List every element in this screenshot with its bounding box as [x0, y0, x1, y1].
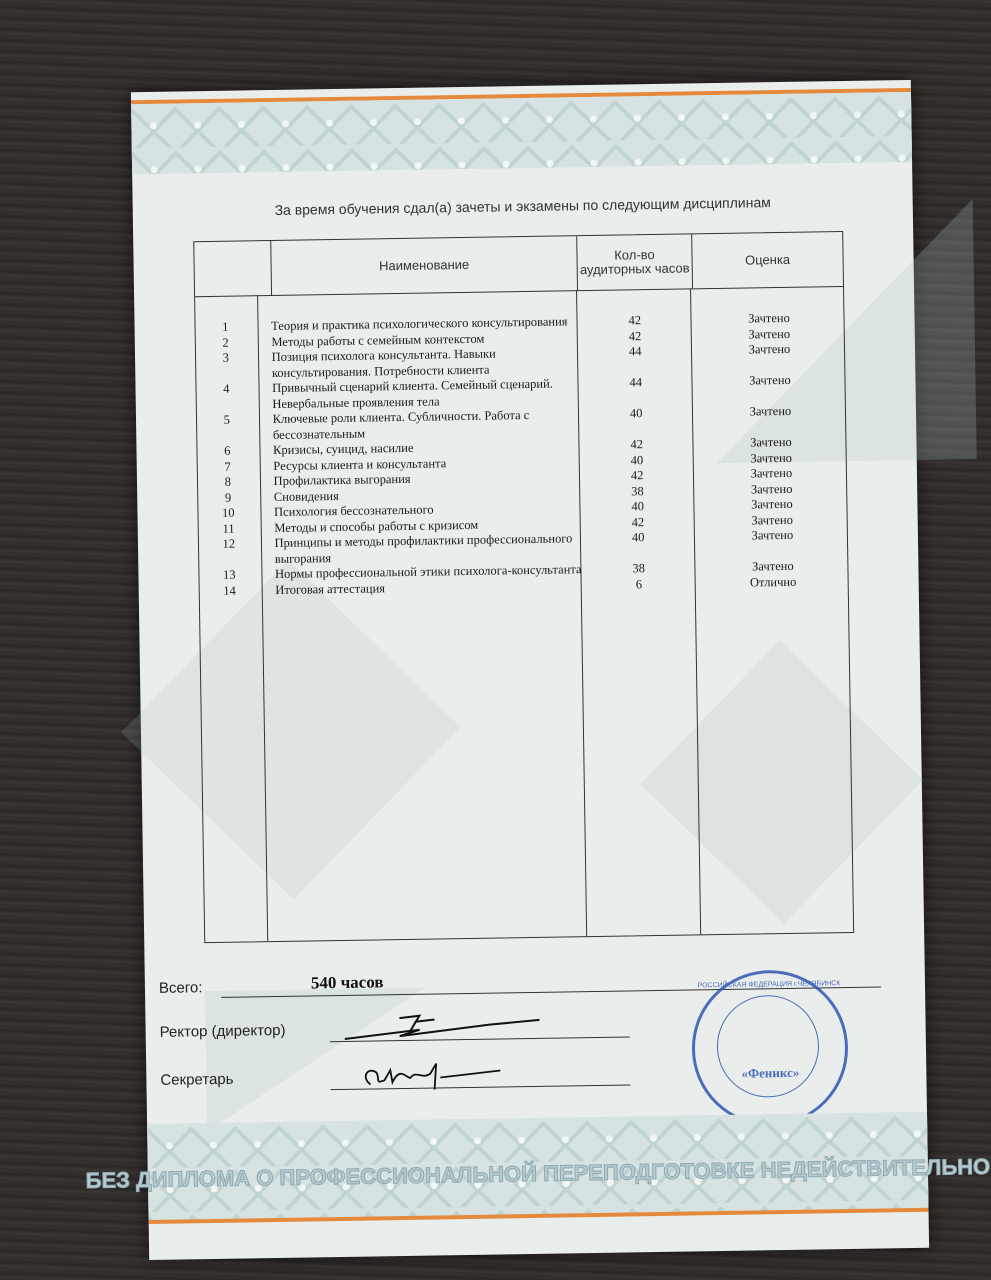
organization-stamp: РОССИЙСКАЯ ФЕДЕРАЦИЯ г.ЧЕЛЯБИНСК «Феникс»	[691, 969, 849, 1127]
table-row: 7 Ресурсы клиента и консультанта 40 Зачтено	[224, 450, 793, 474]
rector-signature	[339, 1006, 540, 1049]
table-header	[194, 232, 843, 297]
top-ornament-band	[131, 92, 912, 174]
table-row: 2 Методы работы с семейным контекстом 42 Зачтено	[222, 326, 791, 350]
page-heading: За время обучения сдал(а) зачеты и экзамены по следующим дисциплинам	[274, 194, 771, 218]
certificate-sheet	[85, 80, 991, 1260]
table-row: 10 Психология бессознательного 40 Зачтено	[221, 496, 793, 520]
total-value: 540 часов	[310, 972, 384, 993]
total-label: Всего:	[158, 979, 203, 997]
rector-label: Ректор (директор)	[159, 1021, 286, 1041]
table-row: 8 Профилактика выгорания 42 Зачтено	[224, 465, 793, 489]
table-row: 5 Ключевые роли клиента. Субличности. Работа с бессознательным 40 Зачтено	[223, 403, 792, 442]
table-row: 1 Теория и практика психологического консультирования 42 Зачтено	[222, 310, 790, 334]
secretary-signature	[340, 1055, 501, 1094]
table-row: 11 Методы и способы работы с кризисом 42 Зачтено	[222, 512, 794, 536]
table-row: 3 Позиция психолога консультанта. Навыки консультирования. Потребности клиента 44 Зачтено	[222, 341, 791, 380]
disciplines-table	[193, 231, 854, 943]
secretary-label: Секретарь	[160, 1070, 234, 1089]
table-row: 13 Нормы профессиональной этики психолога-консультанта 38 Зачтено	[222, 558, 794, 582]
table-body	[195, 310, 847, 599]
footer-banner: БЕЗ ДИПЛОМА О ПРОФЕССИОНАЛЬНОЙ ПЕРЕПОДГОТОВКЕ НЕДЕЙСТВИТЕЛЬНО	[85, 1153, 991, 1194]
table-row: 4 Привычный сценарий клиента. Семейный сценарий. Невербальные проявления тела 44 Зачтено	[223, 372, 791, 411]
header-grade: Оценка	[744, 251, 791, 268]
table-row: 12 Принципы и методы профилактики профессионального выгорания 40 Зачтено	[222, 527, 794, 566]
header-name: Наименование	[271, 236, 578, 295]
table-row: 9 Сновидения 38 Зачтено	[224, 481, 793, 505]
header-number	[194, 241, 272, 296]
table-row: 14 Итоговая аттестация 6 Отлично	[223, 574, 797, 598]
table-row: 6 Кризисы, суицид, насилие 42 Зачтено	[224, 434, 792, 458]
header-hours: Кол-во аудиторных часов	[577, 234, 693, 290]
